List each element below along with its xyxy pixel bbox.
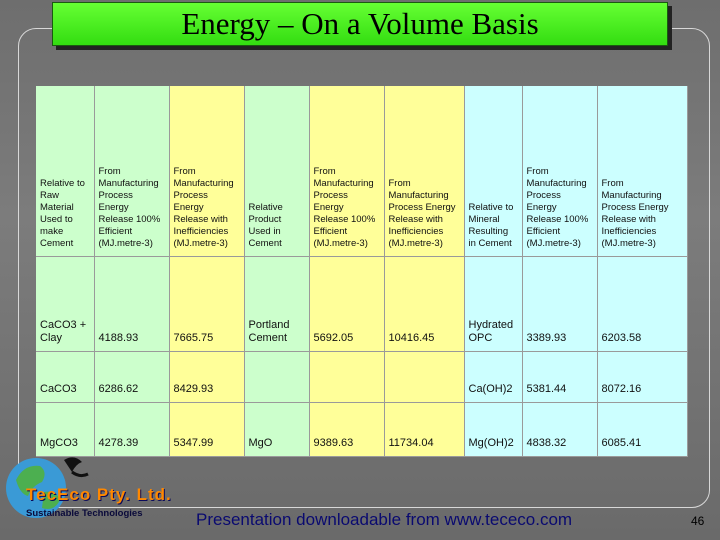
header-cell: From Manufacturing Process Energy Release with Inefficiencies (MJ.metre-3): [169, 86, 244, 257]
table-row: [36, 257, 687, 352]
table-cell: MgCO3: [36, 403, 94, 457]
table-cell: 9389.63: [309, 403, 384, 457]
table-cell: 8429.93: [169, 352, 244, 403]
table-cell: Portland Cement: [244, 257, 309, 352]
table-cell: 6286.62: [94, 352, 169, 403]
energy-table: [36, 86, 688, 457]
slide-title: Energy – On a Volume Basis: [181, 6, 539, 41]
header-cell: From Manufacturing Process Energy Release 100% Efficient (MJ.metre-3): [94, 86, 169, 257]
table-cell: CaCO3 + Clay: [36, 257, 94, 352]
header-cell: From Manufacturing Process Energy Release 100% Efficient (MJ.metre-3): [522, 86, 597, 257]
table-cell: 4278.39: [94, 403, 169, 457]
table-cell: 6203.58: [597, 257, 687, 352]
table-cell: 8072.16: [597, 352, 687, 403]
slide-number: 46: [691, 514, 705, 528]
table-cell: Ca(OH)2: [464, 352, 522, 403]
table-cell: [309, 352, 384, 403]
table-cell: 7665.75: [169, 257, 244, 352]
company-name: TecEco Pty. Ltd.: [26, 485, 172, 504]
header-cell: Relative to Mineral Resulting in Cement: [464, 86, 522, 257]
table-row: [36, 352, 687, 403]
table-cell: MgO: [244, 403, 309, 457]
header-cell: Relative to Raw Material Used to make Cement: [36, 86, 94, 257]
title-banner: [52, 2, 668, 46]
table-cell: 10416.45: [384, 257, 464, 352]
header-row: [36, 86, 687, 257]
footer-link-text: Presentation downloadable from www.tececo.com: [196, 510, 573, 529]
table-cell: CaCO3: [36, 352, 94, 403]
table-cell: 3389.93: [522, 257, 597, 352]
table-cell: 4188.93: [94, 257, 169, 352]
energy-table-container: [36, 86, 687, 453]
table-cell: Hydrated OPC: [464, 257, 522, 352]
table-cell: 6085.41: [597, 403, 687, 457]
header-cell: From Manufacturing Process Energy Release with Inefficiencies (MJ.metre-3): [384, 86, 464, 257]
table-cell: 11734.04: [384, 403, 464, 457]
table-cell: 5692.05: [309, 257, 384, 352]
table-cell: 5381.44: [522, 352, 597, 403]
table-cell: 4838.32: [522, 403, 597, 457]
header-cell: From Manufacturing Process Energy Release 100% Efficient (MJ.metre-3): [309, 86, 384, 257]
table-cell: [244, 352, 309, 403]
table-cell: [384, 352, 464, 403]
header-cell: From Manufacturing Process Energy Release with Inefficiencies (MJ.metre-3): [597, 86, 687, 257]
table-row: [36, 403, 687, 457]
table-cell: 5347.99: [169, 403, 244, 457]
header-cell: Relative Product Used in Cement: [244, 86, 309, 257]
table-cell: Mg(OH)2: [464, 403, 522, 457]
company-tagline: Sustainable Technologies: [26, 508, 143, 519]
